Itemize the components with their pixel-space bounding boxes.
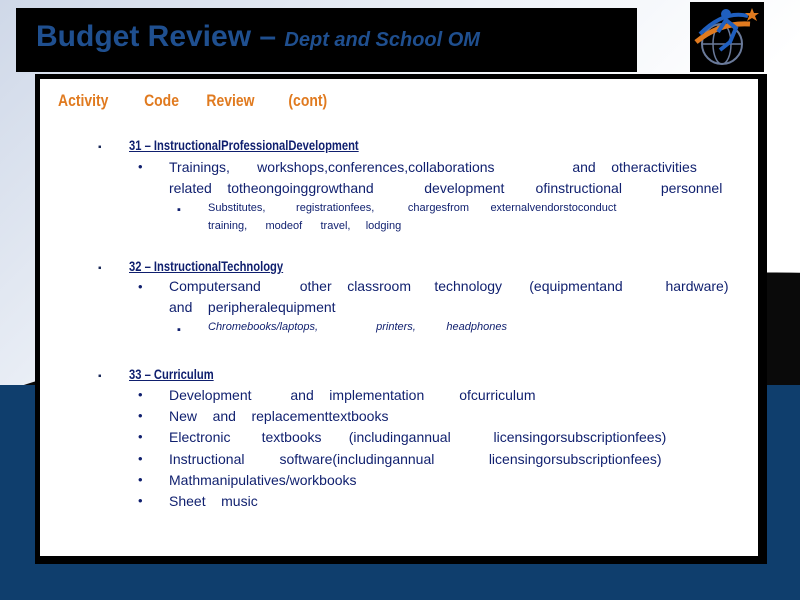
column-header-row [58,91,327,111]
header-activity: Activity [58,91,109,110]
item-bullet: • [138,472,143,487]
title-subtitle: Dept and School OM [284,29,480,51]
title-bar [16,8,637,72]
item-text-line: Development and implementation ofcurriculum [169,387,536,403]
item-text-line: Electronic textbooks (includingannual licensingorsubscriptionfees) [169,429,667,445]
item-bullet: • [138,408,143,423]
item-bullet: • [138,493,143,508]
section-bullet: ▪ [98,371,102,382]
item-bullet: • [138,279,143,294]
content-panel [40,79,758,556]
item-bullet: • [138,159,143,174]
section-heading-31: 31 – InstructionalProfessionalDevelopment [129,137,359,153]
item-text-line: and peripheralequipment [169,299,336,315]
item-text-line: New and replacementtextbooks [169,408,389,424]
item-bullet: • [138,451,143,466]
section-bullet: ▪ [98,263,102,274]
item-text-line: Computersand other classroom technology (equipmentand hardware) [169,278,729,294]
header-review: Review [206,91,255,110]
section-bullet: ▪ [98,142,102,153]
item-text-line: related totheongoinggrowthand development ofinstructional personnel [169,180,723,196]
person-globe-star-icon [690,2,764,72]
sub-item-text: Substitutes, registrationfees, chargesfrom externalvendorstoconduct [208,202,617,214]
section-heading-32: 32 – InstructionalTechnology [129,258,284,274]
item-bullet: • [138,429,143,444]
item-text-line: Sheet music [169,493,258,509]
item-text-line: Trainings, workshops,conferences,collaborations and otheractivities [169,159,697,175]
sub-bullet: ▪ [177,324,181,336]
sub-item-text: training, modeof travel, lodging [208,220,402,232]
item-text-line: Mathmanipulatives/workbooks [169,472,357,488]
section-heading-33: 33 – Curriculum [129,366,214,382]
slide-title [36,20,480,54]
sub-bullet: ▪ [177,204,181,216]
header-cont: (cont) [288,91,328,110]
item-bullet: • [138,387,143,402]
header-code: Code [144,91,179,110]
logo [690,2,764,72]
title-main-text: Budget Review – [36,20,277,53]
sub-item-text: Chromebooks/laptops, printers, headphones [208,321,507,333]
item-text-line: Instructional software(includingannual licensingorsubscriptionfees) [169,451,662,467]
